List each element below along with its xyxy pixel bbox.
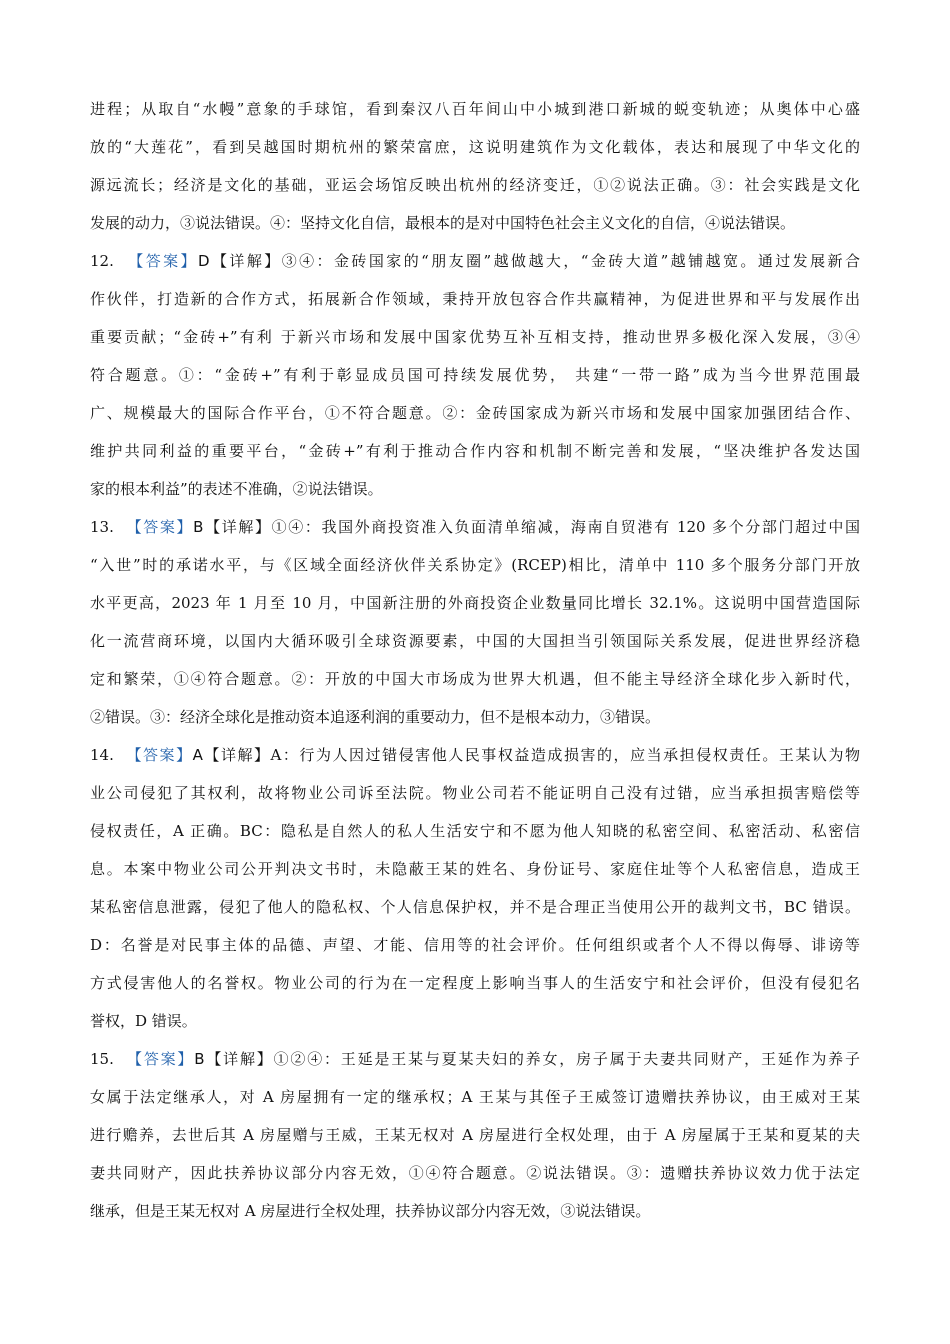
document-page [90,90,860,1230]
text-line: 进程；从取自“水幔”意象的手球馆，看到秦汉八百年间山中小城到港口新城的蜕变轨迹；从奥体中心盛 [90,100,860,118]
answer-header-line [90,508,860,546]
text-line: 定和繁荣，①④符合题意。②：开放的中国大市场成为世界大机遇，但不能主导经济全球化步入新时代， [90,670,860,688]
text-line: 某私密信息泄露，侵犯了他人的隐私权、个人信息保护权，并不是合理正当使用公开的裁判文书，BC 错误。 [90,898,860,916]
text-line: “入世”时的承诺水平，与《区域全面经济伙伴关系协定》(RCEP)相比，清单中 110 多个服务分部门开放 [90,556,860,574]
text-line: 发展的动力，③说法错误。④：坚持文化自信，最根本的是对中国特色社会主义文化的自信，④说法错误。 [90,214,796,232]
text-line: 家的根本利益”的表述不准确，②说法错误。 [90,480,383,498]
explanation-start: 【详解】③④：金砖国家的“朋友圈”越做越大，“金砖大道”越铺越宽。通过发展新合 [209,252,860,270]
explanation-start: 【详解】①④：我国外商投资准入负面清单缩减，海南自贸港有 120 多个分部门超过中国 [203,518,860,536]
answer-header-line [90,736,860,774]
explanation-start: 【详解】①②④：王延是王某与夏某夫妇的养女，房子属于夫妻共同财产，王延作为养子 [204,1050,860,1068]
text-line: D：名誉是对民事主体的品德、声望、才能、信用等的社会评价。任何组织或者个人不得以侮辱、诽谤等 [90,936,860,954]
text-line: ②错误。③：经济全球化是推动资本追逐利润的重要动力，但不是根本动力，③错误。 [90,708,661,726]
text-line: 源远流长；经济是文化的基础，亚运会场馆反映出杭州的经济变迁，①②说法正确。③：社会实践是文化 [90,176,860,194]
answer-13 [90,508,860,736]
text-line: 进行赡养，去世后其 A 房屋赠与王威，王某无权对 A 房屋进行全权处理，由于 A 房屋属于王某和夏某的夫 [90,1126,860,1144]
question-number: 12. [90,252,114,270]
text-line: 业公司侵犯了其权利，故将物业公司诉至法院。物业公司若不能证明自己没有过错，应当承担损害赔偿等 [90,784,860,802]
text-line: 继承，但是王某无权对 A 房屋进行全权处理，扶养协议部分内容无效，③说法错误。 [90,1202,651,1220]
answer-tag: 【答案】 [128,252,198,270]
answer-header-line [90,1040,860,1078]
question-number: 15. [90,1050,114,1068]
text-line: 作伙伴，打造新的合作方式，拓展新合作领域，秉持开放包容合作共赢精神，为促进世界和平与发展作出 [90,290,860,308]
text-line: 水平更高，2023 年 1 月至 10 月，中国新注册的外商投资企业数量同比增长 32.1%。这说明中国营造国际 [90,594,860,612]
text-line: 广、规模最大的国际合作平台，①不符合题意。②：金砖国家成为新兴市场和发展中国家加强团结合作、 [90,404,860,422]
answer-15 [90,1040,860,1230]
text-line: 重要贡献；“金砖+”有利 于新兴市场和发展中国家优势互补互相支持，推动世界多极化深入发展，③④ [90,328,860,346]
answer-12 [90,242,860,508]
explanation-start: 【详解】A：行为人因过错侵害他人民事权益造成损害的，应当承担侵权责任。王某认为物 [202,746,860,764]
answer-letter: B [194,1050,205,1068]
answer-header-line [90,242,860,280]
answer-11-continuation [90,90,860,242]
answer-tag: 【答案】 [127,1050,195,1068]
answer-14 [90,736,860,1040]
text-line: 妻共同财产，因此扶养协议部分内容无效，①④符合题意。②说法错误。③：遗赠扶养协议效力优于法定 [90,1164,860,1182]
question-number: 13. [90,518,114,536]
text-line: 女属于法定继承人，对 A 房屋拥有一定的继承权；A 王某与其侄子王威签订遗赠扶养协议，由王威对王某 [90,1088,860,1106]
text-line: 符合题意。①：“金砖+”有利于彰显成员国可持续发展优势， 共建“一带一路”成为当今世界范围最 [90,366,860,384]
answer-letter: B [193,518,204,536]
answer-letter: A [192,746,203,764]
answer-tag: 【答案】 [126,746,193,764]
text-line: 方式侵害他人的名誉权。物业公司的行为在一定程度上影响当事人的生活安宁和社会评价，但没有侵犯名 [90,974,860,992]
text-line: 化一流营商环境，以国内大循环吸引全球资源要素，中国的大国担当引领国际关系发展，促进世界经济稳 [90,632,860,650]
text-line: 放的“大莲花”，看到吴越国时期杭州的繁荣富庶，这说明建筑作为文化载体，表达和展现了中华文化的 [90,138,860,156]
text-line: 维护共同利益的重要平台，“金砖+”有利于推动合作内容和机制不断完善和发展，“坚决维护各发达国 [90,442,860,460]
text-line: 侵权责任，A 正确。BC：隐私是自然人的私人生活安宁和不愿为他人知晓的私密空间、私密活动、私密信 [90,822,860,840]
answer-letter: D [197,252,210,270]
question-number: 14. [90,746,114,764]
text-line: 誉权，D 错误。 [90,1012,197,1030]
text-line: 息。本案中物业公司公开判决文书时，未隐蔽王某的姓名、身份证号、家庭住址等个人私密信息，造成王 [90,860,860,878]
answer-tag: 【答案】 [126,518,194,536]
